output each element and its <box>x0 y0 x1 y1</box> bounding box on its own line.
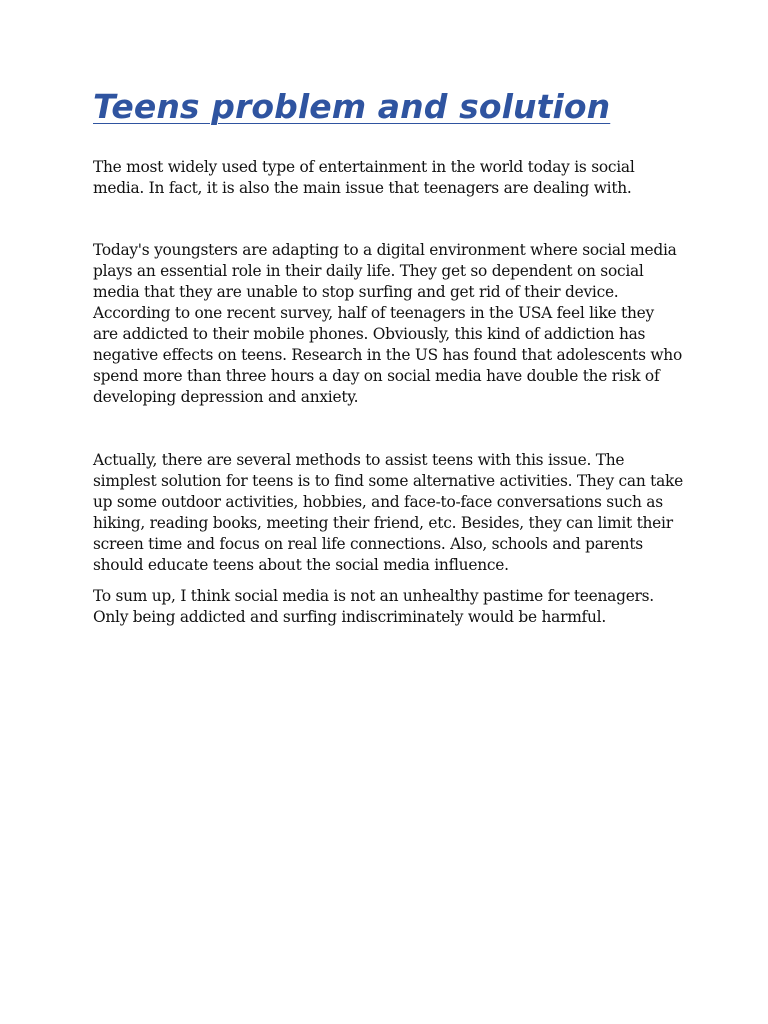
paragraph-problem: Today's youngsters are adapting to a digital environment where social media plays an essential role in their daily life. They get so dependent on social media that they are unable to stop surfing and get rid of their device. According to one recent survey, half of teenagers in the USA feel like they are addicted to their mobile phones. Obviously, this kind of addiction has negative effects on teens. Research in the US has found that adolescents who spend more than three hours a day on social media have double the risk of developing depression and anxiety. <box>93 241 682 406</box>
paragraph-conclusion: To sum up, I think social media is not an unhealthy pastime for teenagers. Only being addicted and surfing indiscriminately would be harmful. <box>93 587 654 626</box>
document-title: Teens problem and solution <box>93 87 611 126</box>
paragraph-introduction: The most widely used type of entertainment in the world today is social media. In fact, it is also the main issue that teenagers are dealing with. <box>93 158 635 197</box>
paragraph-solution: Actually, there are several methods to assist teens with this issue. The simplest solution for teens is to find some alternative activities. They can take up some outdoor activities, hobbies, and face-to-face conversations such as hiking, reading books, meeting their friend, etc. Besides, they can limit their screen time and focus on real life connections. Also, schools and parents should educate teens about the social media influence. <box>93 451 683 574</box>
